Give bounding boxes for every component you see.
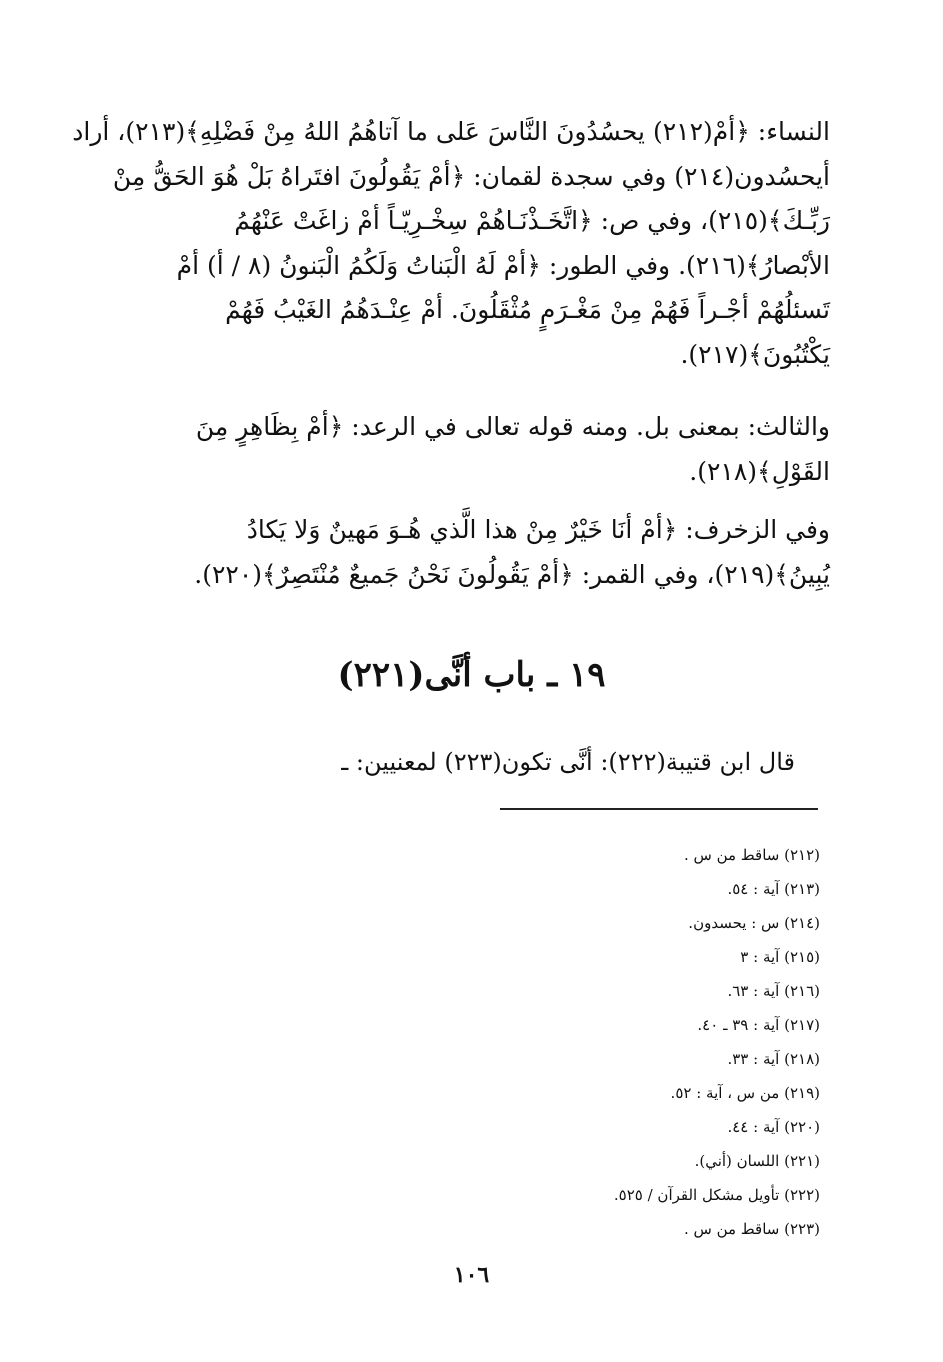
paragraph-3 [135,508,830,597]
footnote: (٢١٥) آية : ٣ [740,948,820,966]
section-heading: ١٩ ـ باب أنَّى(٢٢١) [337,655,606,695]
footnote: (٢١٤) س : يحسدون. [688,914,820,932]
footnote-divider [500,808,818,810]
paragraph-1 [72,110,830,377]
text-line: والثالث: بمعنى بل. ومنه قوله تعالى في الرعد: ﴿أمْ بِظَاهِرٍ مِنَ [195,412,830,441]
footnote: (٢٢٣) ساقط من س . [683,1220,820,1238]
text-line: تَسئلُهُمْ أجْـراً فَهُمْ مِنْ مَغْـرَمٍ مُثْقَلُونَ. أمْ عِنْـدَهُمُ الغَيْبُ فَهُمْ [225,295,830,324]
text-line: الأبْصارُ﴾(٢١٦). وفي الطور: ﴿أمْ لَهُ الْبَناتُ وَلَكُمُ الْبَنونُ (٨ / أ) أمْ [176,250,830,280]
footnote: (٢١٣) آية : ٥٤. [727,880,820,898]
footnotes-list [400,838,820,1246]
intro-line: قال ابن قتيبة(٢٢٢): أنَّى تكون(٢٢٣) لمعنيين: ـ [341,748,795,776]
footnote: (٢٢٢) تأويل مشكل القرآن / ٥٢٥. [613,1186,820,1204]
footnote: (٢٢١) اللسان (أني). [694,1152,820,1170]
text-line: يُبِينُ﴾(٢١٩)، وفي القمر: ﴿أمْ يَقُولُونَ نَحْنُ جَميعٌ مُنْتَصِرٌ﴾(٢٢٠). [194,559,830,589]
footnote: (٢١٧) آية : ٣٩ ـ ٤٠. [697,1016,820,1034]
footnote: (٢١٩) من س ، آية : ٥٢. [670,1084,820,1102]
footnote: (٢١٨) آية : ٣٣. [727,1050,820,1068]
text-line: رَبِّـكَ﴾(٢١٥)، وفي ص: ﴿اتَّخَـذْنَـاهُمْ سِخْـرِيّـاً أمْ زاغَتْ عَنْهُمُ [234,206,830,235]
paragraph-2 [135,405,830,494]
text-line: وفي الزخرف: ﴿أمْ أنَا خَيْرٌ مِنْ هذا الَّذي هُـوَ مَهينٌ وَلا يَكادُ [246,515,830,544]
footnote: (٢١٢) ساقط من س . [683,846,820,864]
footnote: (٢٢٠) آية : ٤٤. [727,1118,820,1136]
footnote: (٢١٦) آية : ٦٣. [727,982,820,1000]
text-line: النساء: ﴿أمْ(٢١٢) يحسُدُونَ النَّاسَ عَلى ما آتاهُمُ اللهُ مِنْ فَضْلِهِ﴾(٢١٣)، أراد [72,117,830,146]
text-line: أيحسُدون(٢١٤) وفي سجدة لقمان: ﴿أمْ يَقُولُونَ افتَراهُ بَلْ هُوَ الحَقُّ مِنْ [112,161,830,191]
text-line: يَكْتُبُونَ﴾(٢١٧). [680,339,830,369]
text-line: القَوْلِ﴾(٢١٨). [689,456,830,486]
page-number: ١٠٦ [453,1262,490,1288]
